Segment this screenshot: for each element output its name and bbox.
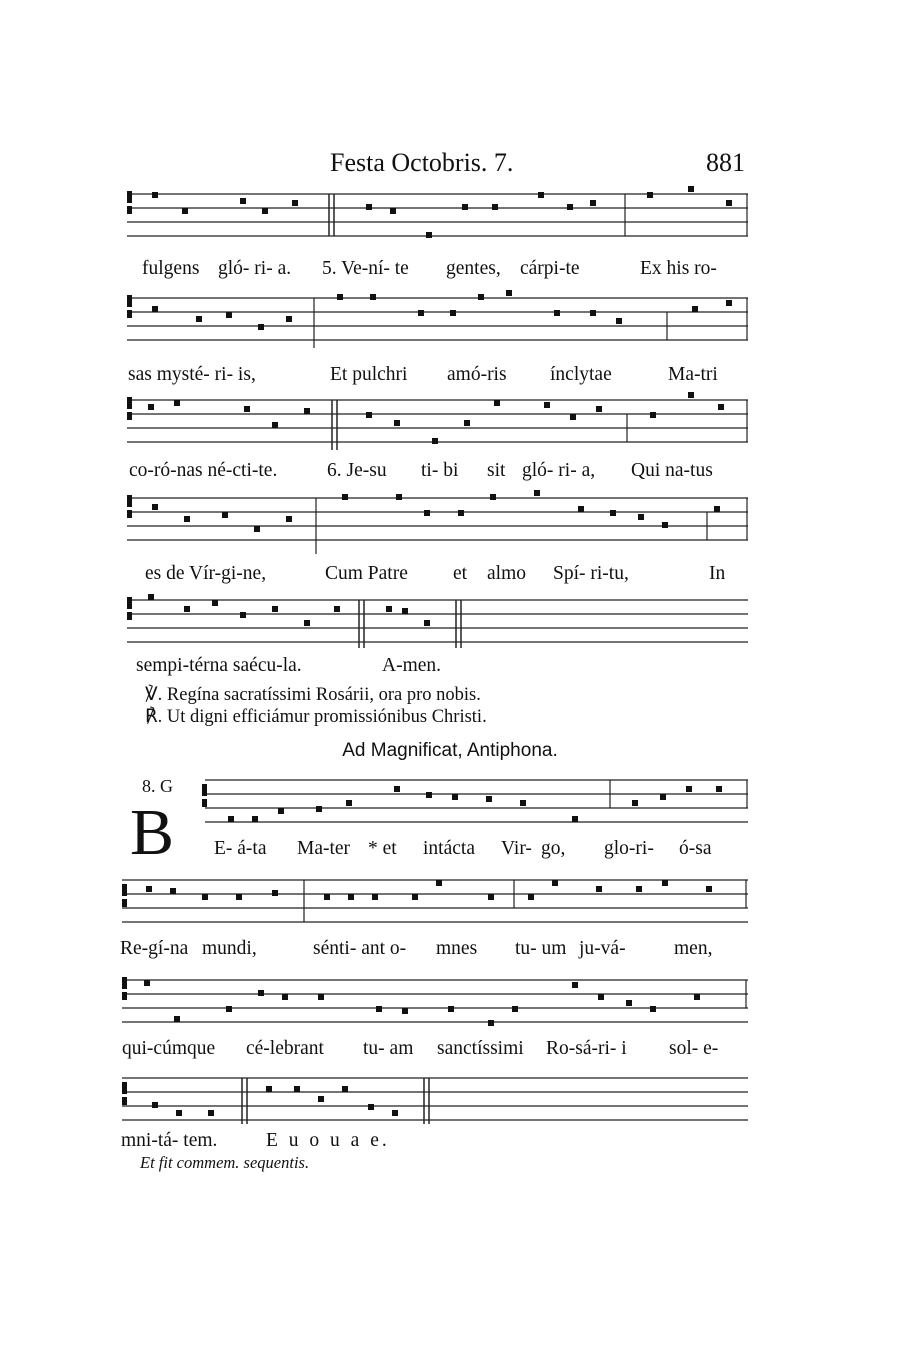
lyric-syllables: tu- um [515,938,567,959]
lyric-syllables: Spí- ri-tu, [553,563,629,584]
lyric-syllables: glo-ri- [604,838,654,859]
page-title: Festa Octobris. 7. [330,148,514,177]
lyric-syllables: ó-sa [679,838,712,859]
lyric-syllables: mnes [436,938,478,959]
lyric-syllables: men, [674,938,713,959]
initial-letter: B [130,796,175,869]
chant-staff [122,290,748,348]
lyric-syllables: mundi, [202,938,257,959]
lyric-syllables: gló- ri- a. [218,258,292,279]
chant-staff [122,1070,748,1128]
lyric-syllables: gló- ri- a, [522,460,596,481]
lyric-syllables: sénti- ant o- [313,938,407,959]
lyric-syllables: sas mysté- ri- is, [128,364,256,385]
lyric-syllables: Ex his ro- [640,258,717,279]
lyric-syllables: * et [368,838,397,859]
lyric-syllables: sanctíssimi [437,1038,524,1059]
versicle-text: Regína sacratíssimi Rosárii, ora pro nobis. [166,685,481,705]
lyric-syllables: Ma-ter [297,838,351,859]
lyric-syllables: Vir- [501,838,532,859]
lyric-syllables: E u o u a e. [266,1130,390,1151]
lyric-syllables: ju-vá- [579,938,626,959]
lyric-syllables: sempi-térna saécu-la. [136,655,302,676]
chant-staff [122,392,748,450]
response-text: Ut digni efficiámur promissiónibus Christi. [166,707,487,727]
chant-staff [122,872,748,930]
lyric-syllables: intácta [423,838,475,859]
page-number: 881 [706,148,745,177]
versicle-symbol: ℣. [145,685,163,705]
lyric-syllables: Et pulchri [330,364,408,385]
lyric-syllables: mni-tá- tem. [121,1130,218,1151]
lyric-syllables: co-ró-nas né-cti-te. [129,460,278,481]
lyric-syllables: ti- bi [421,460,459,481]
lyric-syllables: sol- e- [669,1038,719,1059]
chant-staff [122,490,748,548]
response [145,706,487,728]
chant-staff [122,186,748,244]
lyric-syllables: cé-lebrant [246,1038,324,1059]
lyric-syllables: Cum Patre [325,563,408,584]
lyric-syllables: go, [541,838,566,859]
lyric-syllables: gentes, [446,258,501,279]
lyric-syllables: A-men. [382,655,442,676]
lyric-syllables: cárpi-te [520,258,580,279]
lyric-syllables: tu- am [363,1038,414,1059]
rubric: Et fit commem. sequentis. [140,1153,310,1172]
lyric-syllables: In [709,563,726,584]
lyric-syllables: almo [487,563,526,584]
lyric-syllables: 5. Ve-ní- te [322,258,409,279]
lyric-syllables: amó-ris [447,364,507,385]
lyric-syllables: ínclytae [550,364,612,385]
lyric-syllables: qui-cúmque [122,1038,216,1059]
chant-staff [200,772,748,830]
lyric-syllables: Re-gí-na [120,938,189,959]
lyric-syllables: 6. Je-su [327,460,387,481]
versicle [145,684,481,706]
lyric-syllables: et [453,563,468,584]
lyric-syllables: es de Vír-gi-ne, [145,563,267,584]
chant-staff [122,592,748,650]
antiphon-title: Ad Magnificat, Antiphona. [342,740,558,761]
mode-marker: 8. G [142,776,173,796]
lyric-syllables: Qui na-tus [631,460,713,481]
lyric-syllables: fulgens [142,258,200,279]
lyric-syllables: E- á-ta [214,838,267,859]
chant-staff [122,972,748,1030]
response-symbol: ℟. [145,707,163,727]
lyric-syllables: Ma-tri [668,364,718,385]
lyric-syllables: sit [487,460,506,481]
lyric-syllables: Ro-sá-ri- i [546,1038,627,1059]
